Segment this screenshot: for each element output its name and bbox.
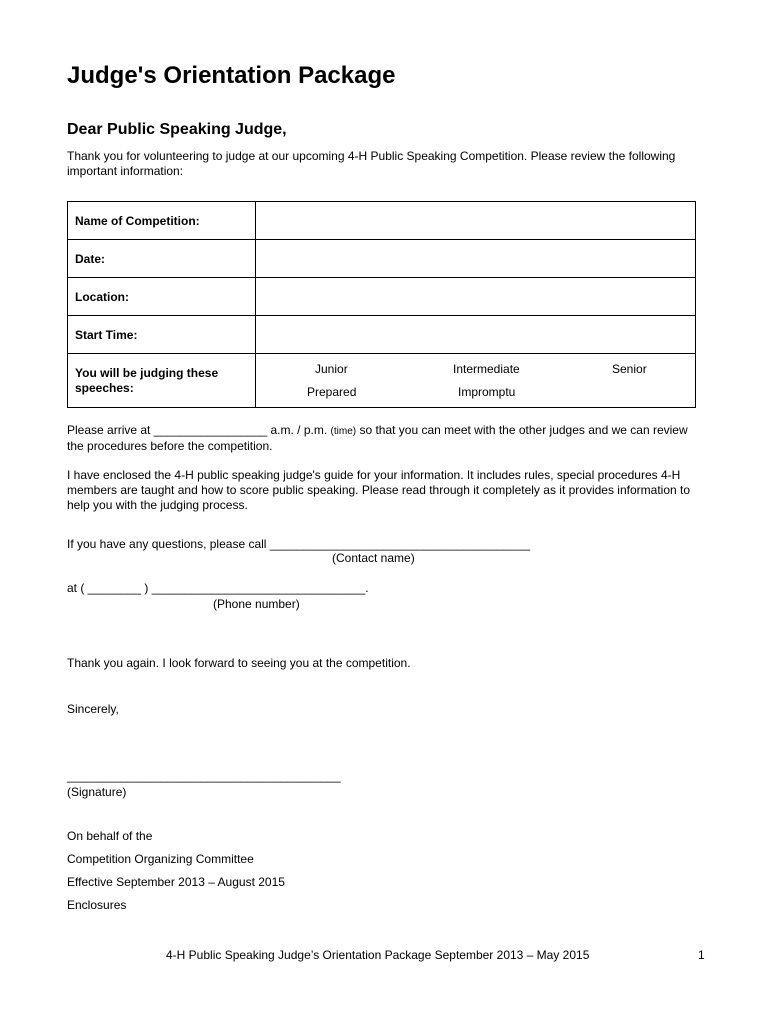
speeches-label: You will be judging these speeches: <box>68 354 256 408</box>
arrive-time-note: (time) <box>330 426 357 437</box>
table-row <box>68 278 696 316</box>
enclosures-line: Enclosures <box>67 898 127 912</box>
speech-options <box>256 355 695 407</box>
location-label: Location: <box>68 278 256 316</box>
option-senior[interactable]: Senior <box>612 361 647 376</box>
salutation: Dear Public Speaking Judge, <box>67 121 287 138</box>
option-prepared[interactable]: Prepared <box>307 384 357 399</box>
table-row <box>68 202 696 240</box>
signature-line: _________________________________________ <box>67 769 341 783</box>
footer-text: 4-H Public Speaking Judge’s Orientation Package September 2013 – May 2015 <box>166 948 590 962</box>
page-number: 1 <box>698 948 705 962</box>
date-label: Date: <box>68 240 256 278</box>
page-title: Judge's Orientation Package <box>67 62 396 89</box>
contact-name-caption: (Contact name) <box>332 551 415 565</box>
speech-options-cell <box>256 354 696 408</box>
competition-name-label: Name of Competition: <box>68 202 256 240</box>
date-value[interactable] <box>256 240 696 278</box>
arrive-prefix: Please arrive at _________________ a.m. / p.m. <box>67 423 328 437</box>
behalf-line: On behalf of the <box>67 829 153 843</box>
table-row <box>68 316 696 354</box>
closing-thanks: Thank you again. I look forward to seeing you at the competition. <box>67 656 411 670</box>
arrive-paragraph <box>67 423 707 454</box>
competition-name-value[interactable] <box>256 202 696 240</box>
option-junior[interactable]: Junior <box>315 361 348 376</box>
location-value[interactable] <box>256 278 696 316</box>
phone-caption: (Phone number) <box>213 597 300 611</box>
table-row <box>68 240 696 278</box>
start-time-value[interactable] <box>256 316 696 354</box>
table-row <box>68 354 696 408</box>
option-intermediate[interactable]: Intermediate <box>453 361 520 376</box>
option-impromptu[interactable]: Impromptu <box>458 384 516 399</box>
start-time-label: Start Time: <box>68 316 256 354</box>
phone-line: at ( ________ ) ________________________________. <box>67 581 369 595</box>
arrive-suffix: so that you can meet with the other judges and we can review the procedures before the competition. <box>67 423 688 453</box>
closing-sincerely: Sincerely, <box>67 702 119 716</box>
signature-caption: (Signature) <box>67 785 127 799</box>
contact-line: If you have any questions, please call _______________________________________ <box>67 537 531 551</box>
competition-info-table <box>67 201 696 408</box>
intro-paragraph: Thank you for volunteering to judge at our upcoming 4-H Public Speaking Competition. Please review the following important information: <box>67 149 676 178</box>
committee-line: Competition Organizing Committee <box>67 852 254 866</box>
guide-paragraph: I have enclosed the 4-H public speaking judge's guide for your information. It includes rules, special procedures 4-H members are taught and how to score public speaking. Please read through it completely as it provides information to help you with the judging process. <box>67 468 691 512</box>
effective-line: Effective September 2013 – August 2015 <box>67 875 285 889</box>
